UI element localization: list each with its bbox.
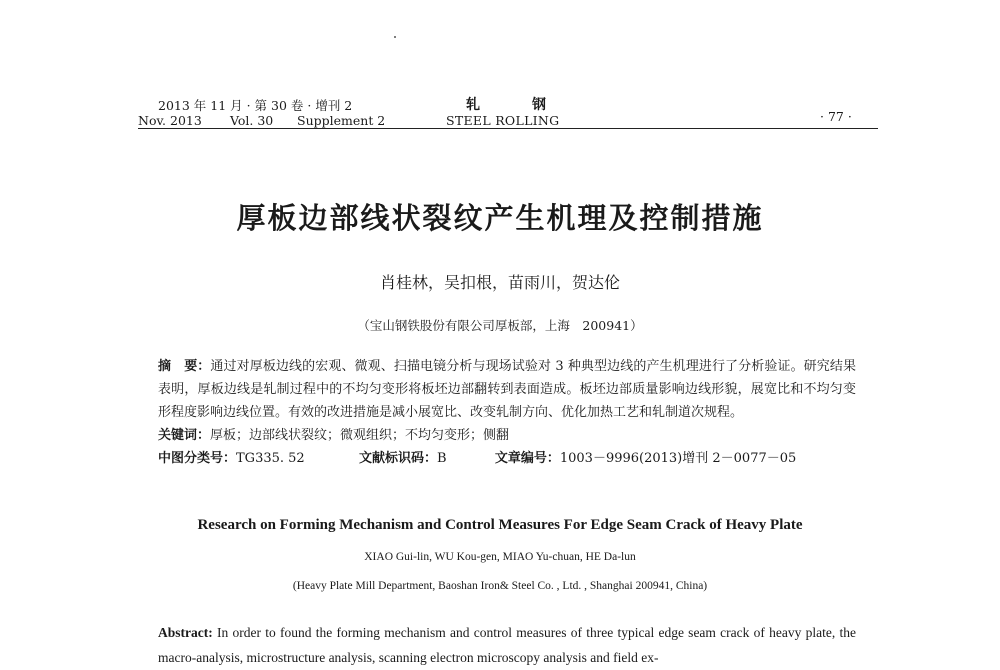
article-no-label: 文章编号：: [494, 451, 560, 466]
authors-cn: 肖桂林，吴扣根，苗雨川，贺达伦: [379, 273, 620, 292]
abstract-label-cn: 摘 要：: [158, 359, 211, 374]
abstract-cn: [158, 355, 856, 424]
issue-month-en: Nov. 2013: [138, 113, 202, 128]
authors-en: XIAO Gui-lin, WU Kou-gen, MIAO Yu-chuan, HE Da-lun: [364, 551, 636, 563]
abstract-en: [158, 620, 856, 670]
page-number: · 77 ·: [820, 109, 852, 124]
issue-volume-en: Vol. 30: [230, 113, 274, 128]
affiliation-cn: （宝山钢铁股份有限公司厚板部，上海 200941）: [357, 318, 643, 333]
affiliation-en: (Heavy Plate Mill Department, Baoshan Iron& Steel Co. , Ltd. , Shanghai 200941, China): [292, 580, 708, 592]
clc-value: TG335. 52: [236, 451, 305, 466]
doc-code-label: 文献标识码：: [358, 451, 437, 466]
article-no-value: 1003－9996(2013)增刊 2－0077－05: [559, 451, 797, 466]
journal-name-cn-1: 轧: [466, 97, 480, 113]
keywords-cn: [158, 424, 856, 447]
clc-label: 中图分类号：: [158, 451, 237, 466]
abstract-cn-block: [158, 355, 856, 470]
abstract-text-cn: 通过对厚板边线的宏观、微观、扫描电镜分析与现场试验对 3 种典型边线的产生机理进行了分析验证。研究结果表明，厚板边线是轧制过程中的不均匀变形将板坯边部翻转到表面造成。板坯边部质量影响边线形貌，展宽比和不均匀变形程度影响边线位置。有效的改进措施是减小展宽比、改变轧制方向、优化加热工艺和轧制道次规程。: [158, 359, 856, 420]
abstract-label-en: Abstract:: [158, 625, 213, 640]
issue-supplement-en: Supplement 2: [297, 113, 386, 128]
article-title-cn: 厚板边部线状裂纹产生机理及控制措施: [236, 201, 764, 235]
journal-name-cn-2: 钢: [532, 97, 546, 113]
keywords-label-cn: 关键词：: [158, 428, 211, 443]
journal-name-en: STEEL ROLLING: [446, 113, 560, 128]
issue-info-cn: 2013 年 11 月 · 第 30 卷 · 增刊 2: [158, 98, 353, 113]
header-rule: [138, 128, 878, 129]
keywords-text-cn: 厚板；边部线状裂纹；微观组织；不均匀变形；侧翻: [210, 428, 510, 443]
classification-line: [158, 447, 856, 470]
doc-code-value: B: [437, 451, 447, 466]
article-title-en: Research on Forming Mechanism and Control Measures For Edge Seam Crack of Heavy Plate: [197, 517, 803, 533]
abstract-text-en: In order to found the forming mechanism and control measures of three typical edge seam crack of heavy plate, the macro-analysis, microstructure analysis, scanning electron microscopy analysis and field ex-: [158, 625, 857, 665]
scan-speck: [394, 36, 396, 38]
